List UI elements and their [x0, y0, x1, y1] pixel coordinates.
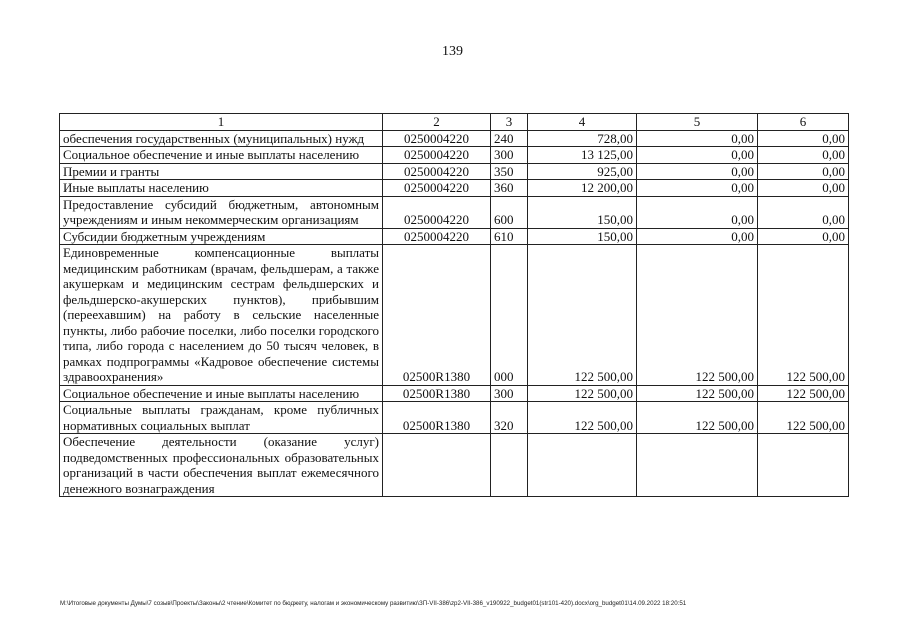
- header-col-2: 2: [383, 114, 491, 131]
- row-type: 320: [491, 402, 528, 434]
- row-type: 000: [491, 245, 528, 386]
- table-row: [60, 228, 849, 245]
- table-row: [60, 434, 849, 497]
- row-code: 0250004220: [383, 130, 491, 147]
- row-value-5: 0,00: [637, 196, 758, 228]
- row-type: 300: [491, 385, 528, 402]
- row-type: 300: [491, 147, 528, 164]
- row-value-4: 925,00: [528, 163, 637, 180]
- table-row: [60, 180, 849, 197]
- row-code: [383, 434, 491, 497]
- page-number: 139: [442, 44, 463, 59]
- row-name: Обеспечение деятельности (оказание услуг) подведомственных профессиональных образовательных организаций в части обеспечения выплат ежемесячного денежного вознаграждения: [60, 434, 383, 497]
- row-value-4: 728,00: [528, 130, 637, 147]
- row-value-6: 0,00: [758, 147, 849, 164]
- row-value-5: 0,00: [637, 163, 758, 180]
- row-name: Социальное обеспечение и иные выплаты населению: [60, 147, 383, 164]
- row-code: 0250004220: [383, 180, 491, 197]
- row-type: 610: [491, 228, 528, 245]
- row-type: 360: [491, 180, 528, 197]
- row-name: Предоставление субсидий бюджетным, автономным учреждениям и иным некоммерческим организациям: [60, 196, 383, 228]
- row-value-6: 0,00: [758, 130, 849, 147]
- row-value-4: 150,00: [528, 196, 637, 228]
- row-value-4: [528, 434, 637, 497]
- row-type: 240: [491, 130, 528, 147]
- row-value-6: 122 500,00: [758, 245, 849, 386]
- row-value-5: 122 500,00: [637, 245, 758, 386]
- table-row: [60, 385, 849, 402]
- row-value-4: 13 125,00: [528, 147, 637, 164]
- header-col-4: 4: [528, 114, 637, 131]
- row-name: обеспечения государственных (муниципальных) нужд: [60, 130, 383, 147]
- row-name: Единовременные компенсационные выплаты медицинским работникам (врачам, фельдшерам, а также акушеркам и медицинским сестрам фельдшерских и фельдшерско-акушерских пунктов), прибывшим (переехавшим) на работу в сельские населенные пункты, либо рабочие поселки, либо поселки городского типа, либо города с населением до 50 тысяч человек, в рамках подпрограммы «Кадровое обеспечение системы здравоохранения»: [60, 245, 383, 386]
- header-col-1: 1: [60, 114, 383, 131]
- row-value-4: 150,00: [528, 228, 637, 245]
- row-code: 0250004220: [383, 196, 491, 228]
- row-code: 0250004220: [383, 228, 491, 245]
- row-value-5: 0,00: [637, 180, 758, 197]
- row-value-4: 12 200,00: [528, 180, 637, 197]
- row-value-5: 122 500,00: [637, 385, 758, 402]
- row-value-6: [758, 434, 849, 497]
- table-header-row: [60, 114, 849, 131]
- table-row: [60, 245, 849, 386]
- row-value-5: 122 500,00: [637, 402, 758, 434]
- budget-table: [59, 113, 849, 497]
- row-name: Субсидии бюджетным учреждениям: [60, 228, 383, 245]
- row-value-4: 122 500,00: [528, 385, 637, 402]
- header-col-3: 3: [491, 114, 528, 131]
- header-col-5: 5: [637, 114, 758, 131]
- row-name: Социальные выплаты гражданам, кроме публичных нормативных социальных выплат: [60, 402, 383, 434]
- table-row: [60, 163, 849, 180]
- row-value-6: 0,00: [758, 163, 849, 180]
- table-row: [60, 147, 849, 164]
- row-name: Премии и гранты: [60, 163, 383, 180]
- row-code: 02500R1380: [383, 245, 491, 386]
- table-row: [60, 130, 849, 147]
- row-type: 600: [491, 196, 528, 228]
- table-row: [60, 196, 849, 228]
- row-code: 02500R1380: [383, 402, 491, 434]
- row-code: 0250004220: [383, 147, 491, 164]
- row-value-5: [637, 434, 758, 497]
- row-value-6: 122 500,00: [758, 402, 849, 434]
- row-value-6: 0,00: [758, 228, 849, 245]
- row-type: 350: [491, 163, 528, 180]
- row-code: 02500R1380: [383, 385, 491, 402]
- row-name: Иные выплаты населению: [60, 180, 383, 197]
- row-value-6: 0,00: [758, 196, 849, 228]
- row-value-5: 0,00: [637, 130, 758, 147]
- row-value-6: 0,00: [758, 180, 849, 197]
- row-value-5: 0,00: [637, 228, 758, 245]
- row-value-4: 122 500,00: [528, 245, 637, 386]
- row-code: 0250004220: [383, 163, 491, 180]
- row-type: [491, 434, 528, 497]
- row-value-6: 122 500,00: [758, 385, 849, 402]
- row-value-4: 122 500,00: [528, 402, 637, 434]
- row-name: Социальное обеспечение и иные выплаты населению: [60, 385, 383, 402]
- row-value-5: 0,00: [637, 147, 758, 164]
- header-col-6: 6: [758, 114, 849, 131]
- table-row: [60, 402, 849, 434]
- document-path-footer: M:\Итоговые документы Думы\7 созыв\Проекты\Законы\2 чтение\Комитет по бюджету, налогам и экономическому развитию\ЗП-VII-386\zp2-VII-386_v190922_budget01(str101-420).docx\org_budget01\14.09.2022 18:20:51: [60, 600, 687, 607]
